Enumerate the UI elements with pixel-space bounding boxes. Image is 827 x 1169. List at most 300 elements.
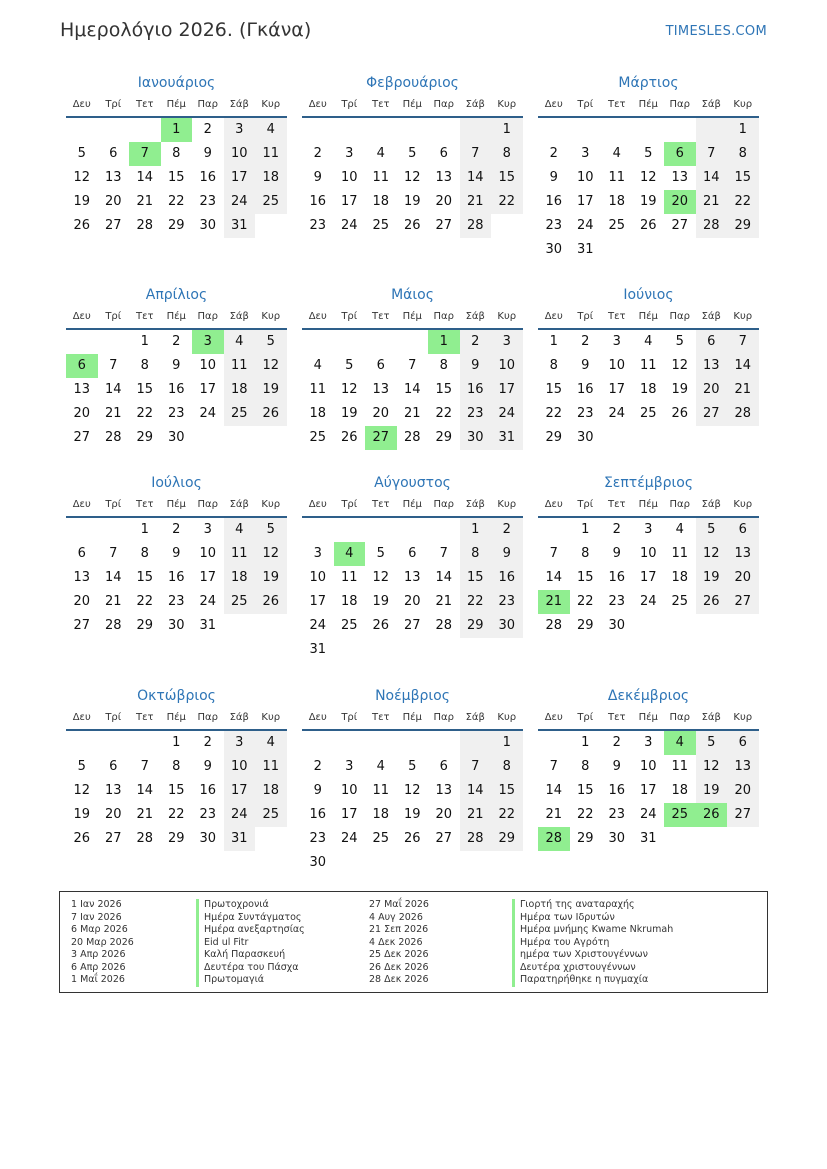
day-cell: 14 (460, 779, 492, 803)
empty-cell (633, 426, 665, 450)
month-name: Οκτώβριος (137, 688, 216, 704)
holiday-name: ημέρα των Χριστουγέννων (512, 949, 673, 962)
holiday-date: 4 Αυγ 2026 (369, 911, 423, 923)
day-cell: 17 (491, 378, 523, 402)
day-cell: 3 (224, 731, 256, 755)
empty-cell (129, 731, 161, 755)
empty-cell (98, 518, 130, 542)
day-cell: 17 (199, 570, 217, 585)
day-cell: 5 (77, 146, 86, 161)
day-cell: 12 (403, 783, 421, 798)
day-cell: 28 (545, 618, 563, 633)
day-cell: 1 (549, 334, 558, 349)
weekday-label: Σάβ (701, 712, 721, 723)
week-row (538, 426, 759, 450)
day-cell: 15 (460, 566, 492, 590)
weekday-label: Δευ (72, 712, 91, 723)
day-cell: 12 (639, 170, 657, 185)
month-8 (302, 472, 523, 662)
day-cell: 10 (309, 570, 327, 585)
weekday-label: Δευ (308, 712, 327, 723)
holiday-name: Δευτέρα χριστουγέννων (512, 962, 673, 975)
day-cell: 15 (545, 382, 563, 397)
holiday-name: Ημέρα Συντάγματος (196, 912, 305, 925)
week-row (302, 779, 523, 803)
day-cell: 11 (608, 170, 626, 185)
week-row (538, 803, 759, 827)
weekday-label: Πέμ (402, 311, 422, 322)
day-cell: 5 (77, 759, 86, 774)
day-cell: 11 (309, 382, 327, 397)
empty-cell (365, 731, 397, 755)
holiday-day-cell: 26 (696, 803, 728, 827)
empty-cell (696, 118, 728, 142)
week-row (66, 827, 287, 851)
weekday-label: Τετ (135, 499, 154, 510)
day-cell: 28 (136, 831, 154, 846)
week-row (302, 354, 523, 378)
day-cell: 29 (576, 831, 594, 846)
day-cell: 3 (313, 546, 322, 561)
week-row (66, 330, 287, 354)
day-cell: 6 (727, 731, 759, 755)
weekday-header (538, 94, 759, 118)
day-cell: 16 (576, 382, 594, 397)
day-cell: 2 (612, 522, 621, 537)
day-cell: 11 (372, 783, 390, 798)
holiday-name: Ημέρα ανεξαρτησίας (196, 924, 305, 937)
day-cell: 18 (671, 570, 689, 585)
day-cell: 26 (639, 218, 657, 233)
month-name: Σεπτέμβριος (603, 475, 694, 491)
empty-cell (334, 851, 366, 875)
day-cell: 15 (167, 170, 185, 185)
empty-cell (334, 731, 366, 755)
day-cell: 1 (581, 735, 590, 750)
day-cell: 13 (671, 170, 689, 185)
day-cell: 28 (403, 430, 421, 445)
day-cell: 5 (345, 358, 354, 373)
day-cell: 30 (167, 430, 185, 445)
day-cell: 29 (136, 430, 154, 445)
empty-cell (224, 426, 256, 450)
weekday-label: Σάβ (465, 712, 485, 723)
day-cell: 7 (439, 546, 448, 561)
day-cell: 8 (460, 542, 492, 566)
weekday-label: Δευ (544, 499, 563, 510)
day-cell: 9 (491, 542, 523, 566)
empty-cell (727, 238, 759, 262)
day-cell: 27 (73, 618, 91, 633)
day-cell: 20 (435, 194, 453, 209)
empty-cell (428, 638, 460, 662)
week-row (66, 426, 287, 450)
page-title: Ημερολόγιο 2026. (Γκάνα) (60, 19, 312, 41)
week-row (302, 190, 523, 214)
day-cell: 16 (309, 807, 327, 822)
week-row (538, 590, 759, 614)
weekday-label: Δευ (544, 311, 563, 322)
weekday-label: Σάβ (701, 499, 721, 510)
week-row (538, 142, 759, 166)
month-12 (538, 685, 759, 851)
empty-cell (664, 238, 696, 262)
day-cell: 21 (460, 803, 492, 827)
holiday-date: 6 Μαρ 2026 (71, 924, 128, 935)
holiday-day-cell: 1 (428, 330, 460, 354)
day-cell: 16 (199, 783, 217, 798)
day-cell: 7 (727, 330, 759, 354)
weekday-header (302, 94, 523, 118)
empty-cell (129, 118, 161, 142)
empty-cell (460, 638, 492, 662)
weekday-header (538, 707, 759, 731)
day-cell: 30 (309, 855, 327, 870)
weekday-label: Τετ (371, 311, 390, 322)
day-cell: 16 (199, 170, 217, 185)
day-cell: 27 (435, 218, 453, 233)
week-row (302, 731, 523, 755)
holiday-names-col-1 (196, 899, 305, 987)
day-cell: 15 (167, 783, 185, 798)
site-link[interactable]: TIMESLES.COM (665, 24, 767, 39)
holiday-name: Γιορτή της αναταραχής (512, 899, 673, 912)
day-cell: 3 (203, 522, 212, 537)
day-cell: 12 (255, 354, 287, 378)
day-cell: 10 (608, 358, 626, 373)
day-cell: 8 (491, 142, 523, 166)
day-cell: 24 (340, 218, 358, 233)
month-name: Μάρτιος (618, 75, 679, 91)
day-cell: 12 (671, 358, 689, 373)
day-cell: 19 (639, 194, 657, 209)
week-row (66, 214, 287, 238)
day-cell: 26 (73, 218, 91, 233)
weekday-label: Κυρ (261, 499, 281, 510)
day-cell: 20 (73, 406, 91, 421)
day-cell: 18 (372, 807, 390, 822)
holiday-day-cell: 20 (664, 190, 696, 214)
holiday-date: 3 Απρ 2026 (71, 949, 126, 960)
day-cell: 20 (104, 194, 122, 209)
month-name: Φεβρουάριος (366, 75, 459, 91)
day-cell: 21 (435, 594, 453, 609)
holiday-date: 27 Μαΐ 2026 (369, 899, 429, 910)
empty-cell (460, 851, 492, 875)
empty-cell (601, 118, 633, 142)
week-row (66, 803, 287, 827)
day-cell: 25 (608, 218, 626, 233)
day-cell: 19 (340, 406, 358, 421)
holiday-name: Πρωτομαγιά (196, 974, 305, 987)
day-cell: 24 (309, 618, 327, 633)
weekday-label: Κυρ (497, 99, 517, 110)
week-row (538, 755, 759, 779)
day-cell: 31 (199, 618, 217, 633)
day-cell: 30 (491, 614, 523, 638)
day-cell: 11 (224, 542, 256, 566)
day-cell: 11 (340, 570, 358, 585)
day-cell: 8 (140, 546, 149, 561)
day-cell: 22 (136, 594, 154, 609)
month-9 (538, 472, 759, 638)
day-cell: 20 (727, 779, 759, 803)
weekday-label: Παρ (433, 712, 454, 723)
day-cell: 1 (140, 522, 149, 537)
weekday-label: Πέμ (638, 499, 658, 510)
day-cell: 13 (372, 382, 390, 397)
day-cell: 25 (372, 218, 390, 233)
week-row (538, 166, 759, 190)
weekday-label: Σάβ (465, 499, 485, 510)
weekday-label: Δευ (544, 99, 563, 110)
holiday-day-cell: 3 (192, 330, 224, 354)
empty-cell (302, 118, 334, 142)
day-cell: 8 (140, 358, 149, 373)
month-1 (66, 72, 287, 238)
day-cell: 10 (224, 755, 256, 779)
day-cell: 2 (203, 735, 212, 750)
day-cell: 28 (460, 827, 492, 851)
weekday-header (66, 707, 287, 731)
day-cell: 19 (255, 566, 287, 590)
day-cell: 3 (345, 759, 354, 774)
weekday-header (538, 306, 759, 330)
empty-cell (491, 851, 523, 875)
day-cell: 12 (696, 755, 728, 779)
empty-cell (664, 426, 696, 450)
day-cell: 24 (224, 190, 256, 214)
month-name: Ιανουάριος (137, 75, 216, 91)
day-cell: 18 (608, 194, 626, 209)
day-cell: 24 (224, 803, 256, 827)
day-cell: 18 (224, 566, 256, 590)
day-cell: 24 (639, 594, 657, 609)
week-row (302, 426, 523, 450)
day-cell: 5 (696, 518, 728, 542)
empty-cell (397, 518, 429, 542)
day-cell: 12 (340, 382, 358, 397)
empty-cell (334, 118, 366, 142)
day-cell: 1 (491, 731, 523, 755)
day-cell: 2 (549, 146, 558, 161)
day-cell: 26 (255, 590, 287, 614)
day-cell: 29 (167, 218, 185, 233)
week-row (66, 142, 287, 166)
day-cell: 21 (136, 194, 154, 209)
empty-cell (302, 330, 334, 354)
weekday-label: Σάβ (229, 311, 249, 322)
week-row (66, 614, 287, 638)
empty-cell (334, 330, 366, 354)
holiday-legend (59, 891, 768, 993)
empty-cell (397, 118, 429, 142)
day-cell: 20 (727, 566, 759, 590)
day-cell: 20 (372, 406, 390, 421)
day-cell: 9 (460, 354, 492, 378)
day-cell: 12 (372, 570, 390, 585)
week-row (538, 542, 759, 566)
week-row (302, 803, 523, 827)
empty-cell (334, 638, 366, 662)
weekday-label: Κυρ (261, 99, 281, 110)
empty-cell (727, 614, 759, 638)
weekday-label: Τετ (135, 99, 154, 110)
day-cell: 31 (639, 831, 657, 846)
day-cell: 14 (104, 570, 122, 585)
day-cell: 28 (696, 214, 728, 238)
day-cell: 4 (255, 731, 287, 755)
month-7 (66, 472, 287, 638)
day-cell: 26 (255, 402, 287, 426)
day-cell: 7 (109, 358, 118, 373)
empty-cell (727, 426, 759, 450)
empty-cell (66, 518, 98, 542)
week-row (538, 118, 759, 142)
day-cell: 7 (109, 546, 118, 561)
day-cell: 24 (199, 594, 217, 609)
day-cell: 2 (460, 330, 492, 354)
empty-cell (365, 330, 397, 354)
day-cell: 24 (608, 406, 626, 421)
day-cell: 24 (491, 402, 523, 426)
day-cell: 10 (639, 759, 657, 774)
day-cell: 20 (104, 807, 122, 822)
holiday-dates-col-2 (369, 899, 429, 987)
holiday-date: 28 Δεκ 2026 (369, 974, 429, 985)
weekday-label: Σάβ (229, 499, 249, 510)
day-cell: 18 (255, 166, 287, 190)
day-cell: 14 (545, 783, 563, 798)
day-cell: 10 (340, 783, 358, 798)
day-cell: 17 (309, 594, 327, 609)
day-cell: 5 (408, 759, 417, 774)
month-name: Ιούνιος (623, 287, 674, 303)
day-cell: 27 (696, 402, 728, 426)
day-cell: 11 (639, 358, 657, 373)
empty-cell (98, 118, 130, 142)
day-cell: 13 (435, 783, 453, 798)
day-cell: 14 (727, 354, 759, 378)
empty-cell (570, 118, 602, 142)
holiday-name: Καλή Παρασκευή (196, 949, 305, 962)
empty-cell (727, 827, 759, 851)
day-cell: 9 (612, 759, 621, 774)
day-cell: 30 (576, 430, 594, 445)
week-row (302, 402, 523, 426)
day-cell: 2 (491, 518, 523, 542)
day-cell: 16 (309, 194, 327, 209)
day-cell: 14 (136, 170, 154, 185)
holiday-day-cell: 21 (538, 590, 570, 614)
day-cell: 26 (73, 831, 91, 846)
weekday-label: Κυρ (497, 712, 517, 723)
day-cell: 21 (403, 406, 421, 421)
day-cell: 27 (727, 803, 759, 827)
day-cell: 5 (696, 731, 728, 755)
holiday-dates-col-1 (71, 899, 134, 987)
day-cell: 2 (313, 759, 322, 774)
day-cell: 3 (644, 522, 653, 537)
day-cell: 16 (608, 570, 626, 585)
holiday-day-cell: 4 (664, 731, 696, 755)
week-row (302, 755, 523, 779)
week-row (538, 330, 759, 354)
day-cell: 9 (612, 546, 621, 561)
weekday-label: Δευ (72, 311, 91, 322)
holiday-name: Ημέρα των Ιδρυτών (512, 912, 673, 925)
day-cell: 25 (340, 618, 358, 633)
weekday-label: Πέμ (166, 499, 186, 510)
day-cell: 30 (199, 218, 217, 233)
week-row (302, 378, 523, 402)
day-cell: 13 (73, 382, 91, 397)
day-cell: 15 (136, 382, 154, 397)
weekday-label: Πέμ (402, 499, 422, 510)
day-cell: 19 (671, 382, 689, 397)
weekday-label: Τετ (135, 712, 154, 723)
empty-cell (397, 638, 429, 662)
weekday-label: Παρ (197, 311, 218, 322)
day-cell: 29 (167, 831, 185, 846)
day-cell: 31 (309, 642, 327, 657)
day-cell: 3 (224, 118, 256, 142)
day-cell: 10 (576, 170, 594, 185)
day-cell: 31 (491, 426, 523, 450)
day-cell: 24 (340, 831, 358, 846)
weekday-label: Πέμ (166, 99, 186, 110)
day-cell: 1 (460, 518, 492, 542)
day-cell: 1 (727, 118, 759, 142)
empty-cell (255, 614, 287, 638)
day-cell: 8 (172, 759, 181, 774)
day-cell: 19 (696, 566, 728, 590)
day-cell: 6 (109, 146, 118, 161)
empty-cell (633, 118, 665, 142)
week-row (302, 638, 523, 662)
weekday-label: Σάβ (229, 712, 249, 723)
month-name: Μάιος (391, 287, 434, 303)
empty-cell (365, 518, 397, 542)
holiday-date: 26 Δεκ 2026 (369, 961, 429, 973)
weekday-label: Πέμ (638, 712, 658, 723)
day-cell: 28 (136, 218, 154, 233)
week-row (66, 755, 287, 779)
weekday-label: Τρί (105, 311, 122, 322)
weekday-label: Δευ (72, 99, 91, 110)
day-cell: 29 (545, 430, 563, 445)
holiday-day-cell: 27 (365, 426, 397, 450)
day-cell: 10 (639, 546, 657, 561)
week-row (302, 166, 523, 190)
day-cell: 22 (136, 406, 154, 421)
empty-cell (664, 827, 696, 851)
weekday-label: Πέμ (402, 99, 422, 110)
weekday-label: Τρί (341, 99, 358, 110)
empty-cell (98, 330, 130, 354)
day-cell: 4 (224, 518, 256, 542)
day-cell: 17 (224, 166, 256, 190)
weekday-label: Πέμ (638, 99, 658, 110)
weekday-label: Πέμ (166, 712, 186, 723)
week-row (302, 827, 523, 851)
day-cell: 11 (671, 546, 689, 561)
day-cell: 9 (549, 170, 558, 185)
empty-cell (460, 118, 492, 142)
day-cell: 9 (172, 546, 181, 561)
empty-cell (397, 330, 429, 354)
weekday-label: Δευ (72, 499, 91, 510)
